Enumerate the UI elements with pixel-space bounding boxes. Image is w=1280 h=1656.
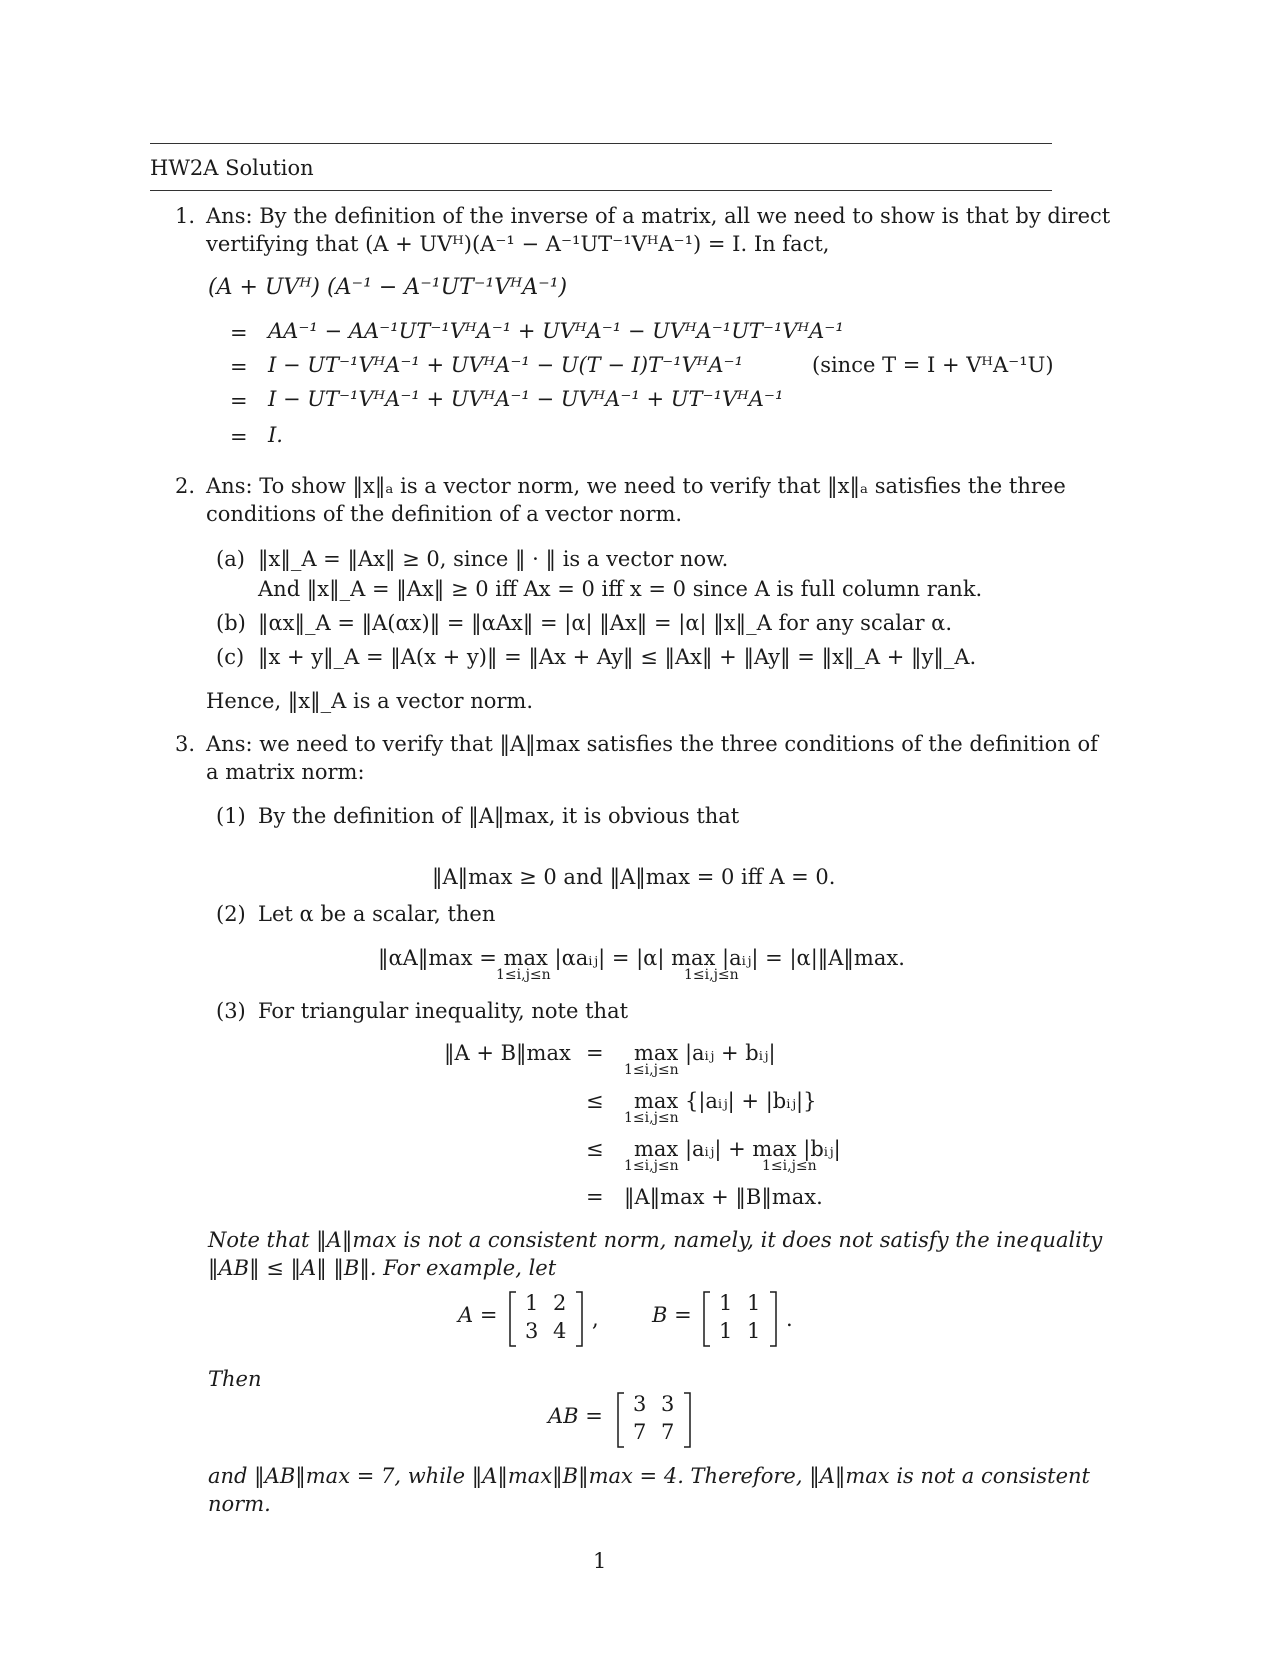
- q2-a-line2: And ‖x‖_A = ‖Ax‖ ≥ 0 iff Ax = 0 iff x = 0 since A is full column rank.: [258, 577, 983, 601]
- q3-tri-sub-2: 1≤i,j≤n: [624, 1110, 679, 1126]
- q3-tri-sub-3a: 1≤i,j≤n: [624, 1158, 679, 1174]
- q3-tri-rel-2: ≤: [586, 1089, 604, 1113]
- q2-number: 2.: [175, 474, 196, 498]
- q1-eq-lhs: (A + UVᴴ) (A⁻¹ − A⁻¹UT⁻¹VᴴA⁻¹): [208, 275, 568, 300]
- matrix-ab-cell: 3: [661, 1392, 675, 1416]
- q1-eq-step-2: I − UT⁻¹VᴴA⁻¹ + UVᴴA⁻¹ − U(T − I)T⁻¹VᴴA⁻¹: [268, 353, 743, 377]
- q3-final-line2: norm.: [208, 1492, 271, 1516]
- q3-tri-rhs-1: max |aᵢⱼ + bᵢⱼ|: [634, 1041, 776, 1065]
- q1-eq-sign-1: =: [230, 321, 248, 345]
- q1-eq-step-2-note: (since T = I + VᴴA⁻¹U): [812, 353, 1054, 377]
- matrix-period: .: [786, 1307, 793, 1331]
- q3-line1: Ans: we need to verify that ‖A‖max satisfies the three conditions of the definition of: [206, 732, 1098, 756]
- q3-p3-text: For triangular inequality, note that: [258, 999, 629, 1023]
- matrix-ab-cell: 7: [633, 1420, 647, 1444]
- q3-number: 3.: [175, 732, 196, 756]
- q1-eq-step-3: I − UT⁻¹VᴴA⁻¹ + UVᴴA⁻¹ − UVᴴA⁻¹ + UT⁻¹VᴴA⁻¹: [268, 387, 784, 411]
- header-rule-bottom: [150, 190, 1052, 191]
- matrix-ab-cell: 7: [661, 1420, 675, 1444]
- matrix-a-cell: 2: [553, 1291, 567, 1315]
- matrix-ab-label: AB =: [548, 1404, 603, 1428]
- q1-eq-sign-4: =: [230, 425, 248, 449]
- q2-b-label: (b): [216, 611, 246, 635]
- matrix-b-label: B =: [652, 1303, 692, 1327]
- q3-tri-rhs-2: max {|aᵢⱼ| + |bᵢⱼ|}: [634, 1089, 817, 1113]
- q3-p2-subscript-1: 1≤i,j≤n: [496, 967, 551, 983]
- q2-line1: Ans: To show ‖x‖ₐ is a vector norm, we need to verify that ‖x‖ₐ satisfies the three: [206, 474, 1066, 498]
- q2-c-line: ‖x + y‖_A = ‖A(x + y)‖ = ‖Ax + Ay‖ ≤ ‖Ax‖ + ‖Ay‖ = ‖x‖_A + ‖y‖_A.: [258, 645, 977, 669]
- q1-eq-step-1: AA⁻¹ − AA⁻¹UT⁻¹VᴴA⁻¹ + UVᴴA⁻¹ − UVᴴA⁻¹UT⁻¹VᴴA⁻¹: [268, 319, 844, 343]
- matrix-b-cell: 1: [747, 1319, 761, 1343]
- q3-tri-rel-1: =: [586, 1041, 604, 1065]
- matrix-comma: ,: [592, 1307, 599, 1331]
- q1-line2: vertifying that (A + UVᴴ)(A⁻¹ − A⁻¹UT⁻¹VᴴA⁻¹) = I. In fact,: [206, 232, 830, 256]
- page-number: 1: [593, 1549, 607, 1573]
- q2-conclusion: Hence, ‖x‖_A is a vector norm.: [206, 689, 533, 713]
- q2-a-line1: ‖x‖_A = ‖Ax‖ ≥ 0, since ‖ · ‖ is a vector now.: [258, 547, 729, 571]
- q3-then: Then: [208, 1367, 262, 1391]
- q3-note-line1: Note that ‖A‖max is not a consistent norm, namely, it does not satisfy the inequality: [208, 1228, 1103, 1252]
- matrix-a: [508, 1290, 584, 1348]
- matrix-b-cell: 1: [719, 1291, 733, 1315]
- q2-a-label: (a): [216, 547, 245, 571]
- q3-note-line2: ‖AB‖ ≤ ‖A‖ ‖B‖. For example, let: [208, 1256, 557, 1280]
- matrix-ab-cell: 3: [633, 1392, 647, 1416]
- q3-p1-label: (1): [216, 804, 246, 828]
- q3-p2-label: (2): [216, 902, 246, 926]
- matrix-ab-brackets: [616, 1391, 692, 1449]
- page-title: HW2A Solution: [150, 156, 314, 180]
- q3-tri-rel-4: =: [586, 1185, 604, 1209]
- q3-tri-lhs: ‖A + B‖max: [444, 1041, 571, 1065]
- matrix-b-cell: 1: [719, 1319, 733, 1343]
- matrix-b: [702, 1290, 778, 1348]
- matrix-a-cell: 4: [553, 1319, 567, 1343]
- q2-c-label: (c): [216, 645, 245, 669]
- matrix-ab: [616, 1391, 692, 1449]
- q3-final-line1: and ‖AB‖max = 7, while ‖A‖max‖B‖max = 4. Therefore, ‖A‖max is not a consistent: [208, 1464, 1090, 1488]
- q1-eq-sign-2: =: [230, 355, 248, 379]
- matrix-a-cell: 3: [525, 1319, 539, 1343]
- matrix-a-brackets: [508, 1290, 584, 1348]
- q3-tri-rhs-3: max |aᵢⱼ| + max |bᵢⱼ|: [634, 1137, 841, 1161]
- q3-p2-subscript-2: 1≤i,j≤n: [684, 967, 739, 983]
- q2-b-line: ‖αx‖_A = ‖A(αx)‖ = ‖αAx‖ = |α| ‖Ax‖ = |α| ‖x‖_A for any scalar α.: [258, 611, 953, 635]
- q3-p1-text: By the definition of ‖A‖max, it is obvious that: [258, 804, 740, 828]
- q3-line2: a matrix norm:: [206, 760, 365, 784]
- q3-p2-text: Let α be a scalar, then: [258, 902, 496, 926]
- q3-tri-rhs-4: ‖A‖max + ‖B‖max.: [624, 1185, 823, 1209]
- q1-eq-step-4: I.: [268, 423, 283, 447]
- q1-eq-sign-3: =: [230, 389, 248, 413]
- header-rule-top: [150, 143, 1052, 144]
- q3-tri-sub-1: 1≤i,j≤n: [624, 1062, 679, 1078]
- q3-p1-equation: ‖A‖max ≥ 0 and ‖A‖max = 0 iff A = 0.: [432, 865, 836, 889]
- matrix-a-label: A =: [458, 1303, 498, 1327]
- q3-p3-label: (3): [216, 999, 246, 1023]
- matrix-b-cell: 1: [747, 1291, 761, 1315]
- matrix-a-cell: 1: [525, 1291, 539, 1315]
- q3-p2-equation: ‖αA‖max = max |αaᵢⱼ| = |α| max |aᵢⱼ| = |α|‖A‖max.: [378, 946, 905, 970]
- q3-tri-rel-3: ≤: [586, 1137, 604, 1161]
- q1-line1: Ans: By the definition of the inverse of a matrix, all we need to show is that by direct: [206, 204, 1111, 228]
- q2-line2: conditions of the definition of a vector norm.: [206, 502, 683, 526]
- matrix-b-brackets: [702, 1290, 778, 1348]
- q3-tri-sub-3b: 1≤i,j≤n: [762, 1158, 817, 1174]
- q1-number: 1.: [175, 204, 196, 228]
